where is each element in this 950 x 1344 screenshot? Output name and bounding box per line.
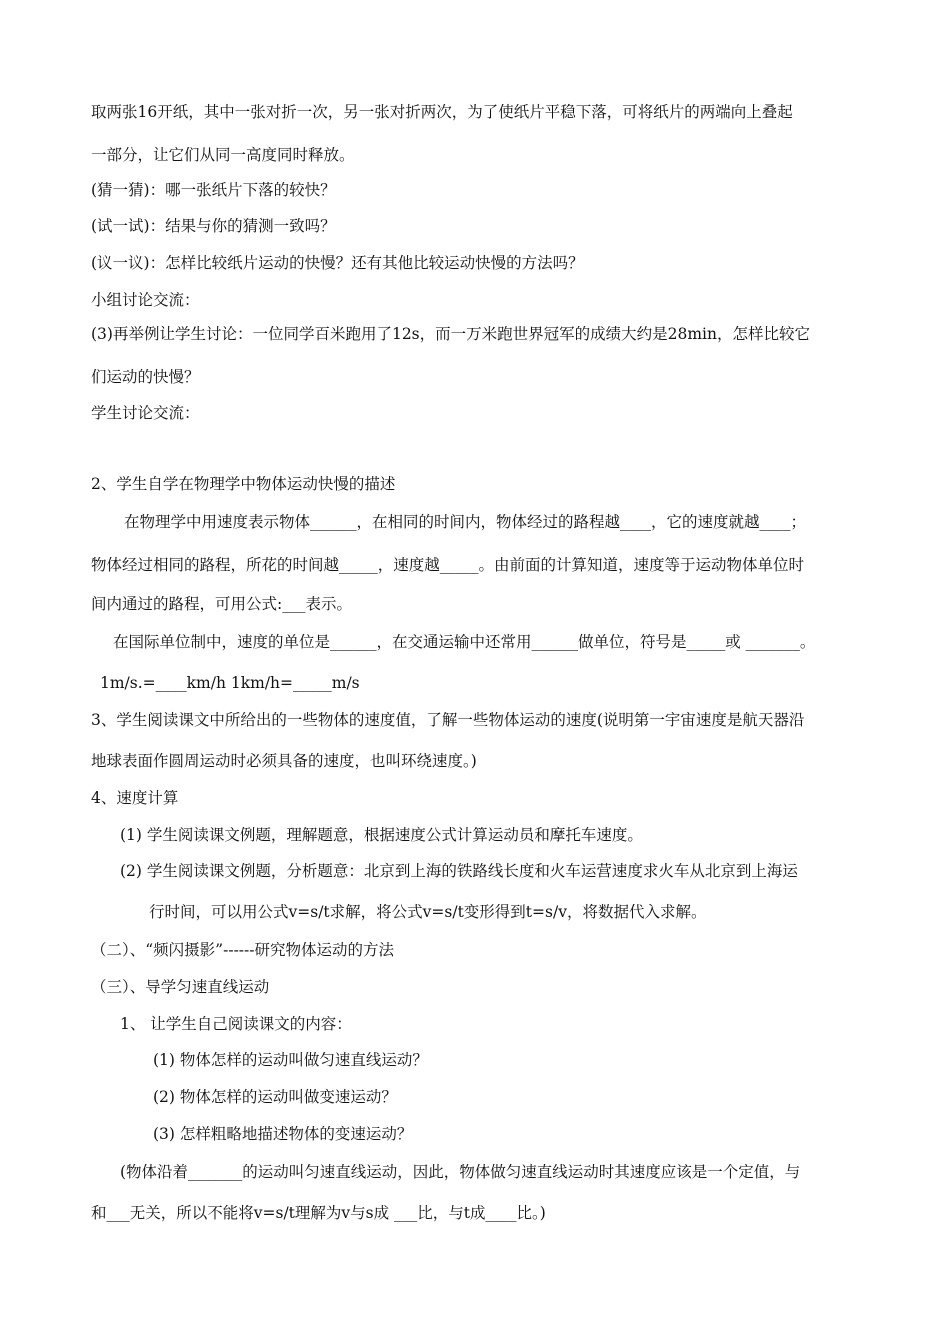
paragraph-line: 一部分，让它们从同一高度同时释放。 (91, 146, 355, 164)
paragraph-line: 们运动的快慢？ (91, 368, 200, 386)
paragraph-line: 在物理学中用速度表示物体______，在相同的时间内，物体经过的路程越____，它的速度就越____； (124, 513, 807, 531)
section-heading: 2、学生自学在物理学中物体运动快慢的描述 (91, 475, 396, 493)
paragraph-line: (物体沿着_______的运动叫匀速直线运动，因此，物体做匀速直线运动时其速度应该是一个定值，与 (120, 1163, 801, 1181)
paragraph-line: 小组讨论交流： (91, 291, 200, 309)
paragraph-line: 物体经过相同的路程，所花的时间越_____，速度越_____。由前面的计算知道，速度等于运动物体单位时 (91, 556, 805, 574)
paragraph-line: (3)再举例让学生讨论：一位同学百米跑用了12s，而一万米跑世界冠军的成绩大约是28min，怎样比较它 (91, 325, 810, 343)
list-item: (1) 物体怎样的运动叫做匀速直线运动？ (153, 1051, 428, 1069)
section-heading: （二）、“频闪摄影”------研究物体运动的方法 (91, 941, 395, 959)
paragraph-line: (议一议)：怎样比较纸片运动的快慢？还有其他比较运动快慢的方法吗？ (91, 254, 584, 272)
paragraph-line: 地球表面作圆周运动时必须具备的速度，也叫环绕速度。) (91, 752, 477, 770)
paragraph-line: 在国际单位制中，速度的单位是______，在交通运输中还常用______做单位，符号是_____或 _______。 (113, 633, 816, 651)
paragraph-line: 和___无关，所以不能将v=s/t理解为v与s成 ___比，与t成____比。) (91, 1204, 546, 1222)
list-item: (1) 学生阅读课文例题，理解题意，根据速度公式计算运动员和摩托车速度。 (120, 826, 643, 844)
list-item: (2) 学生阅读课文例题，分析题意：北京到上海的铁路线长度和火车运营速度求火车从北京到上海运 (120, 862, 798, 880)
section-heading: 4、速度计算 (91, 789, 179, 807)
list-item: (3) 怎样粗略地描述物体的变速运动？ (153, 1125, 413, 1143)
paragraph-line: 行时间，可以用公式v=s/t求解，将公式v=s/t变形得到t=s/v，将数据代入求解。 (149, 903, 707, 921)
paragraph-line: 间内通过的路程，可用公式:___表示。 (91, 595, 352, 613)
list-item: (2) 物体怎样的运动叫做变速运动？ (153, 1088, 397, 1106)
section-heading: 3、学生阅读课文中所给出的一些物体的速度值，了解一些物体运动的速度(说明第一宇宙速度是航天器沿 (91, 711, 805, 729)
paragraph-line: 学生讨论交流： (91, 404, 200, 422)
section-heading: （三）、导学匀速直线运动 (91, 978, 270, 996)
paragraph-line: 取两张16开纸，其中一张对折一次，另一张对折两次，为了使纸片平稳下落，可将纸片的两端向上叠起 (91, 103, 793, 121)
paragraph-line: (猜一猜)：哪一张纸片下落的较快？ (91, 181, 336, 199)
paragraph-line: (试一试)：结果与你的猜测一致吗？ (91, 217, 336, 235)
paragraph-line: 1m/s.=____km/h 1km/h=_____m/s (100, 674, 360, 692)
list-item: 1、 让学生自己阅读课文的内容： (120, 1015, 352, 1033)
